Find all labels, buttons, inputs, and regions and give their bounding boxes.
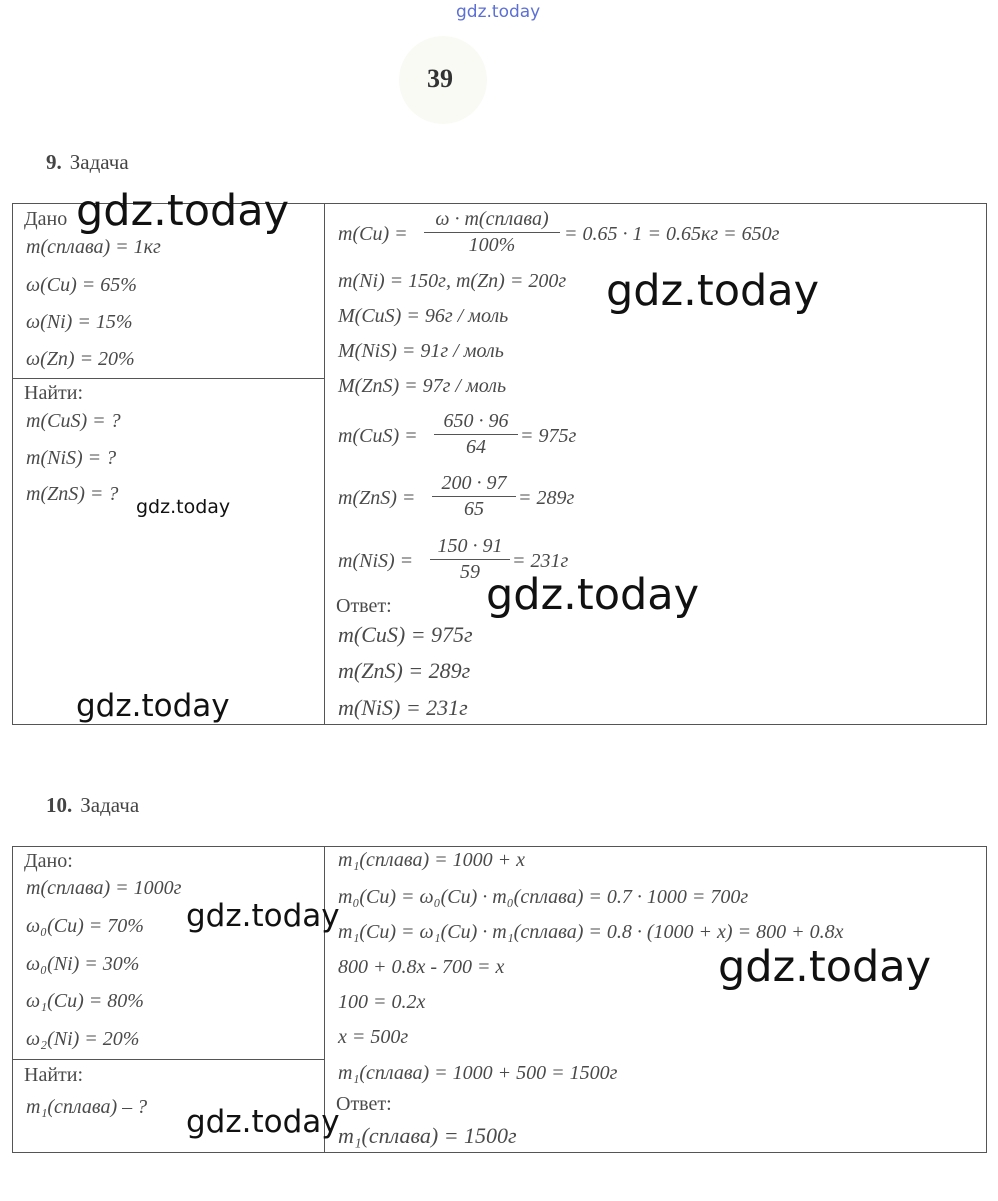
task9-sol8-numerator: 150 · 91 <box>437 535 503 557</box>
task9-find-2: m(NiS) = ? <box>26 447 117 469</box>
task10-sol-3: m₁(Cu) = ω₁(Cu) · m₁(сплава) = 0.8 · (1000 + x) = 800 + 0.8x <box>338 921 844 943</box>
task9-given-3: ω(Ni) = 15% <box>26 311 133 333</box>
task9-sol7-left: m(ZnS) = <box>338 487 416 509</box>
task9-title-text: Задача <box>69 150 129 174</box>
task9-sol4: M(NiS) = 91г / моль <box>338 340 504 362</box>
task9-sol6-left: m(CuS) = <box>338 425 418 447</box>
task9-sol1-left: m(Cu) = <box>338 223 408 245</box>
task10-given-1: m(сплава) = 1000г <box>26 877 182 899</box>
task10-find-label: Найти: <box>24 1064 84 1086</box>
task9-sol1-fraction <box>424 208 560 257</box>
task9-sol7-fraction <box>432 472 516 521</box>
task9-sol8-bar <box>430 559 510 560</box>
task9-answer-2: m(ZnS) = 289г <box>338 658 471 683</box>
task10-sol-6: x = 500г <box>338 1026 409 1048</box>
watermark: gdz.today <box>486 570 700 620</box>
task9-given-label: Дано <box>24 208 68 230</box>
task9-answer-3: m(NiS) = 231г <box>338 695 468 720</box>
watermark: gdz.today <box>76 186 290 236</box>
task10-answer-label: Ответ: <box>336 1093 392 1115</box>
watermark: gdz.today <box>718 942 932 992</box>
task9-sol1-denominator: 100% <box>468 234 516 256</box>
task9-sol2: m(Ni) = 150г, m(Zn) = 200г <box>338 270 567 292</box>
task9-sol6-bar <box>434 434 518 435</box>
task10-title <box>46 793 139 818</box>
task9-sol8-denominator: 59 <box>460 561 480 583</box>
task9-given-4: ω(Zn) = 20% <box>26 348 135 370</box>
task9-sol8-right: = 231г <box>512 550 569 572</box>
task10-given-find-divider <box>12 1059 325 1060</box>
task9-sol7-right: = 289г <box>518 487 575 509</box>
watermark: gdz.today <box>606 266 820 316</box>
task9-sol8-left: m(NiS) = <box>338 550 414 572</box>
task9-sol6-numerator: 650 · 96 <box>443 410 509 432</box>
task9-find-1: m(CuS) = ? <box>26 410 121 432</box>
watermark-top: gdz.today <box>456 2 541 22</box>
task9-answer-label: Ответ: <box>336 595 392 617</box>
task9-sol6-right: = 975г <box>520 425 577 447</box>
task10-find-1: m₁(сплава) – ? <box>26 1096 148 1118</box>
task9-sol5: M(ZnS) = 97г / моль <box>338 375 507 397</box>
task10-sol-7: m₁(сплава) = 1000 + 500 = 1500г <box>338 1062 618 1084</box>
page-number: 39 <box>427 64 453 93</box>
task9-find-label: Найти: <box>24 382 84 404</box>
task10-given-5: ω₂(Ni) = 20% <box>26 1028 140 1050</box>
task9-sol1-right: = 0.65 · 1 = 0.65кг = 650г <box>564 223 780 245</box>
task9-number: 9. <box>46 150 62 174</box>
task9-given-2: ω(Cu) = 65% <box>26 274 137 296</box>
task9-find-3: m(ZnS) = ? <box>26 483 119 505</box>
task10-given-label: Дано: <box>24 850 73 872</box>
task9-sol7-bar <box>432 496 516 497</box>
task9-sol7-numerator: 200 · 97 <box>441 472 507 494</box>
task9-sol7-denominator: 65 <box>464 498 484 520</box>
task10-sol-5: 100 = 0.2x <box>338 991 426 1013</box>
task10-sol-4: 800 + 0.8x - 700 = x <box>338 956 505 978</box>
task10-title-text: Задача <box>80 793 140 817</box>
task10-given-4: ω₁(Cu) = 80% <box>26 990 144 1012</box>
task10-given-3: ω₀(Ni) = 30% <box>26 953 140 975</box>
task9-divider <box>324 203 325 725</box>
task9-sol1-numerator: ω · m(сплава) <box>435 208 549 230</box>
watermark: gdz.today <box>76 688 230 724</box>
task9-title <box>46 150 129 175</box>
task9-answer-1: m(CuS) = 975г <box>338 622 473 647</box>
task9-sol6-denominator: 64 <box>466 436 486 458</box>
task10-sol-1: m₁(сплава) = 1000 + x <box>338 849 525 871</box>
watermark: gdz.today <box>186 1104 340 1140</box>
task10-sol-2: m₀(Cu) = ω₀(Cu) · m₀(сплава) = 0.7 · 1000 = 700г <box>338 886 749 908</box>
task10-given-2: ω₀(Cu) = 70% <box>26 915 144 937</box>
watermark: gdz.today <box>186 898 340 934</box>
task9-given-1: m(сплава) = 1кг <box>26 236 161 258</box>
task9-sol6-fraction <box>434 410 518 459</box>
task9-given-find-divider <box>12 378 325 379</box>
task9-sol3: M(CuS) = 96г / моль <box>338 305 509 327</box>
task10-number: 10. <box>46 793 73 817</box>
watermark: gdz.today <box>136 496 231 518</box>
task9-sol1-bar <box>424 232 560 233</box>
task10-answer: m₁(сплава) = 1500г <box>338 1123 517 1148</box>
